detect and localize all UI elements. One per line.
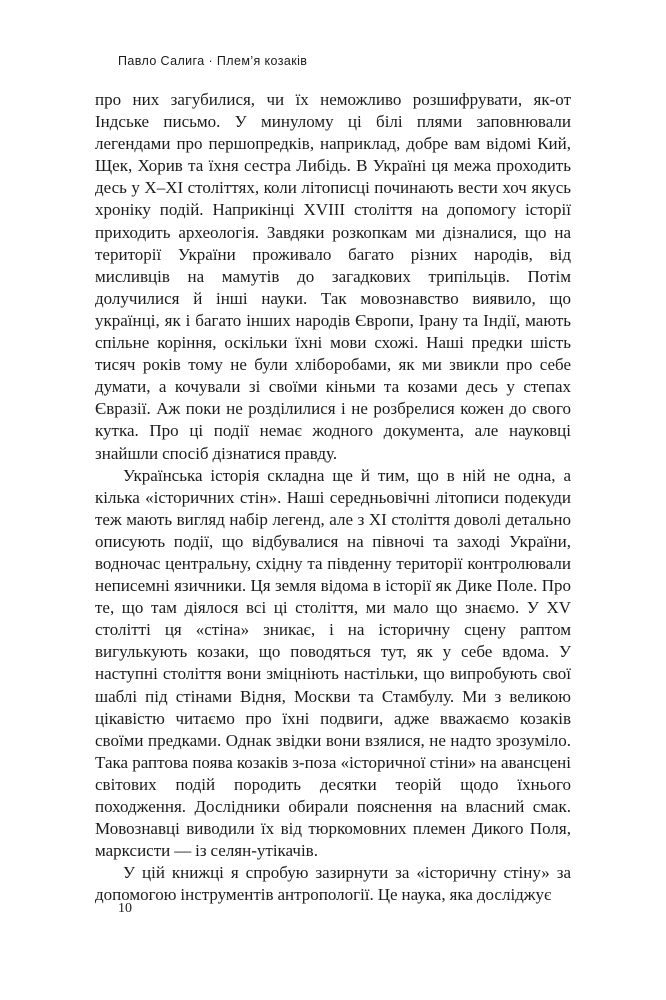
page-number: 10 — [118, 901, 132, 916]
page-body-text — [95, 89, 571, 906]
paragraph: Українська історія складна ще й тим, що в ній не одна, а кілька «історичних стін». Наші середньовічні літописи подекуди теж мають вигляд набір легенд, але з XI століття доволі детально описують події, що відбувалися на півночі та заході України, водночас центральну, східну та південну території контролювали неписемні язичники. Ця земля відома в історії як Дике Поле. Про те, що там діялося всі ці століття, ми мало що знаємо. У XV столітті ця «стіна» зникає, і на історичну сцену раптом вигулькують козаки, що поводяться тут, як у себе вдома. У наступні століття вони зміцніють настільки, що випробують свої шаблі під стінами Відня, Москви та Стамбулу. Ми з великою цікавістю читаємо про їхні подвиги, адже вважаємо козаків своїми предками. Однак звідки вони взялися, не надто зрозуміло. Така раптова поява козаків з-поза «історичної стіни» на авансцені світових подій породить десятки теорій щодо їхнього походження. Дослідники обирали пояснення на власний смак. Мовознавці виводили їх від тюркомовних племен Дикого Поля, марксисти — із селян-утікачів. — [95, 465, 571, 861]
running-header: Павло Салига · Плем’я козаків — [118, 54, 308, 68]
paragraph: У цій книжці я спробую зазирнути за «історичну стіну» за допомогою інструментів антропології. Це наука, яка досліджує — [95, 863, 571, 905]
paragraph: про них загубилися, чи їх неможливо розшифрувати, як-от Індське письмо. У минулому ці білі плями заповнювали легендами про першопредків, наприклад, добре вам відомі Кий, Щек, Хорив та їхня сестра Либідь. В Україні ця межа проходить десь у X–XI століттях, коли літописці починають вести хоч якусь хроніку подій. Наприкінці XVIII століття на допомогу історії приходить археологія. Завдяки розкопкам ми дізналися, що на території України проживало багато різних народів, від мисливців на мамутів до загадкових трипільців. Потім долучилися й інші науки. Так мовознавство виявило, що українці, як і багато інших народів Європи, Ірану та Індії, мають спільне коріння, оскільки їхні мови схожі. Наші предки шість тисяч років тому не були хліборобами, як ми звикли про себе думати, а кочували зі своїми кіньми та козами десь у степах Євразії. Аж поки не розділилися і не розбрелися кожен до свого кутка. Про ці події немає жодного документа, але науковці знайшли спосіб дізнатися правду. — [95, 90, 571, 463]
